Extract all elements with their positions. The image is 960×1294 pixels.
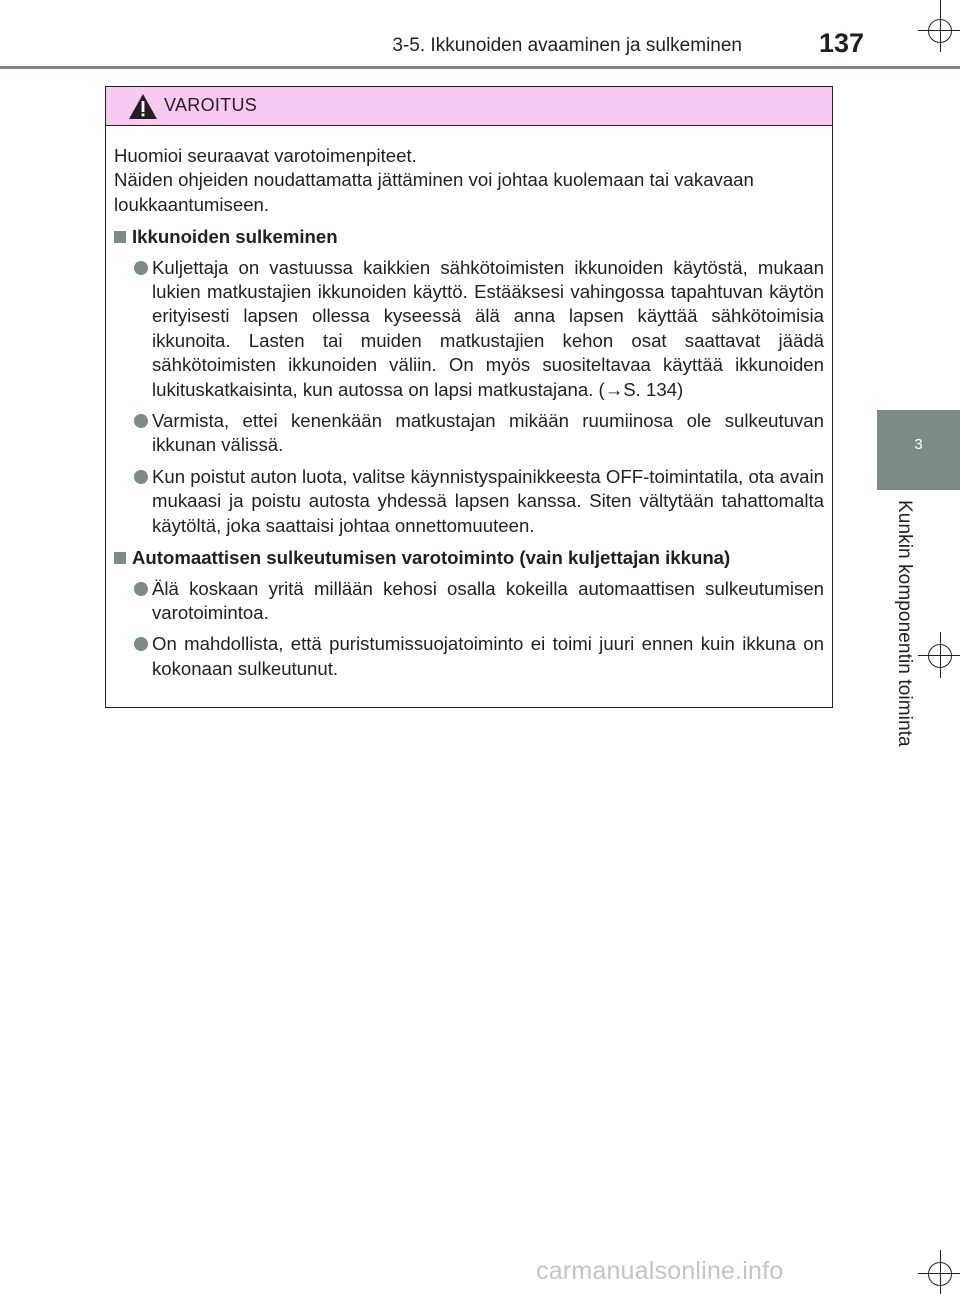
list-item <box>114 256 824 402</box>
watermark: carmanualsonline.info <box>536 1257 784 1285</box>
header-rule <box>0 66 960 69</box>
warning-header <box>106 87 832 126</box>
section-heading-text: Automaattisen sulkeutumisen varotoiminto (vain kuljettajan ikkuna) <box>132 547 731 569</box>
chapter-number: 3 <box>914 436 923 453</box>
list-item <box>114 409 824 458</box>
chapter-title: Kunkin komponentin toiminta <box>894 500 915 747</box>
list-item-text: On mahdollista, että puristumissuojatoiminto ei toimi juuri ennen kuin ikkuna on kokonaan sulkeutunut. <box>152 633 824 679</box>
circle-bullet-icon <box>134 637 148 651</box>
list-item-text: Kun poistut auton luota, valitse käynnistyspainikkeesta OFF-toimintatila, ota avain mukaasi ja poistu autosta yhdessä lapsen kanssa. Siten vältytään tahattomalta käytöltä, joka saattaisi johtaa onnettomuuteen. <box>152 465 824 536</box>
section-heading <box>114 546 824 570</box>
warning-box <box>105 86 833 708</box>
intro-line: Näiden ohjeiden noudattamatta jättäminen voi johtaa kuolemaan tai vakavaan loukkaantumiseen. <box>114 169 754 215</box>
list-item <box>114 577 824 626</box>
list-item-text: Varmista, ettei kenenkään matkustajan mikään ruumiinosa ole sulkeutuvan ikkunan välissä. <box>152 410 824 456</box>
section-heading-text: Ikkunoiden sulkeminen <box>132 226 338 248</box>
warning-triangle-icon <box>128 93 158 120</box>
list-item <box>114 465 824 538</box>
square-bullet-icon <box>114 231 126 243</box>
list-item-text: Kuljettaja on vastuussa kaikkien sähkötoimisten ikkunoiden käytöstä, mukaan lukien matkustajien ikkunoiden käyttö. Estääksesi vahingossa tapahtuvan käytön erityisesti lapsen ollessa kyseessä älä anna lapsen käyttää sähkötoimisia ikkunoita. Lasten tai muiden matkustajien kehon osat saattavat jäädä sähkötoimisten ikkunoiden väliin. On myös suositeltavaa käyttää ikkunoiden lukituskatkaisinta, kun autossa on lapsi matkustajana. (→S. 134) <box>152 256 824 400</box>
page-number: 137 <box>818 28 864 58</box>
circle-bullet-icon <box>134 261 148 275</box>
chapter-tab <box>877 410 960 490</box>
section-title: 3-5. Ikkunoiden avaaminen ja sulkeminen <box>392 35 742 56</box>
circle-bullet-icon <box>134 582 148 596</box>
circle-bullet-icon <box>134 414 148 428</box>
intro-line: Huomioi seuraavat varotoimenpiteet. <box>114 145 417 166</box>
warning-body <box>106 126 832 681</box>
circle-bullet-icon <box>134 470 148 484</box>
section-heading <box>114 225 824 249</box>
list-item-text: Älä koskaan yritä millään kehosi osalla kokeilla automaattisen sulkeutumisen varotoimintoa. <box>152 577 824 623</box>
list-item <box>114 632 824 681</box>
warning-label: VAROITUS <box>164 95 258 115</box>
square-bullet-icon <box>114 552 126 564</box>
warning-intro <box>114 144 824 217</box>
